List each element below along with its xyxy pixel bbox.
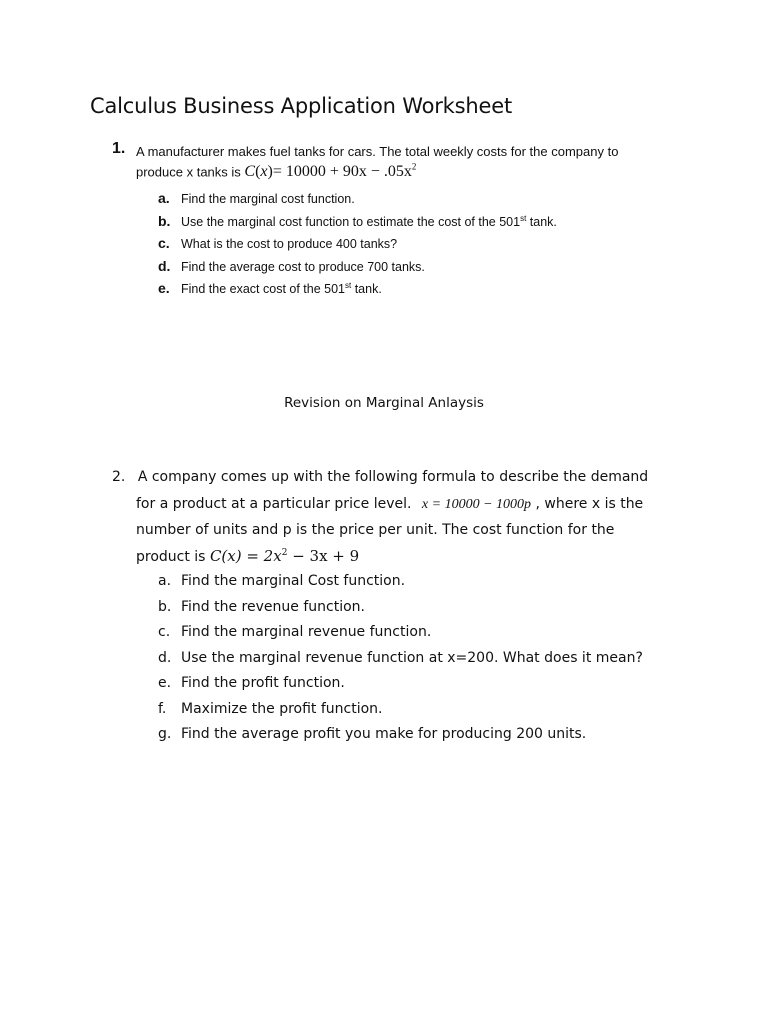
item-text-after: tank. <box>351 282 382 296</box>
item-letter: c. <box>158 235 170 251</box>
item-letter: a. <box>158 190 170 206</box>
question-2-number: 2. <box>112 469 126 485</box>
question-1-number: 1. <box>112 140 126 157</box>
item-letter: b. <box>158 598 172 615</box>
item-text: Find the exact cost of the 501 <box>181 282 345 296</box>
item-letter: f. <box>158 700 167 717</box>
item-letter: b. <box>158 212 171 229</box>
item-letter: e. <box>158 675 172 691</box>
item-letter: e. <box>158 280 170 296</box>
item-text: Find the marginal cost function. <box>181 192 355 206</box>
item-superscript: st <box>345 280 352 290</box>
question-2-line4-text: product is <box>136 549 210 565</box>
item-letter: d. <box>158 649 172 666</box>
list-item <box>158 280 557 303</box>
item-text: Find the revenue function. <box>181 598 365 615</box>
question-2-line2 <box>136 496 643 513</box>
question-1-text-prefix: produce x tanks is <box>136 164 241 180</box>
cost-function-formula-b: − 3x + 9 <box>287 547 360 565</box>
list-item <box>158 258 557 281</box>
question-2-line2-text: for a product at a particular price level. <box>136 496 412 512</box>
item-letter: a. <box>158 573 172 589</box>
cost-formula: $C(x)= 10000 + 90x - .05x^2$ <box>244 162 417 181</box>
item-text: Find the average profit you make for producing 200 units. <box>181 726 587 742</box>
item-text: Use the marginal cost function to estimate the cost of the 501 <box>181 214 521 229</box>
question-1-items <box>158 190 557 303</box>
item-letter: g. <box>158 726 172 742</box>
item-text: What is the cost to produce 400 tanks? <box>181 237 398 251</box>
list-item <box>158 675 345 691</box>
question-2-text: A company comes up with the following formula to describe the demand <box>137 469 649 485</box>
cost-function-formula-a: C(x) = 2x <box>209 547 282 565</box>
item-text: Maximize the profit function. <box>181 700 383 717</box>
item-superscript: st <box>520 213 527 223</box>
item-text: Find the average cost to produce 700 tanks. <box>181 259 425 274</box>
list-item <box>158 726 586 742</box>
list-item <box>158 650 643 666</box>
list-item <box>158 190 557 213</box>
cost-formula-arg: x <box>260 163 268 181</box>
question-2-line2-tail: , where x is the <box>531 496 644 512</box>
item-text-after: tank. <box>526 214 557 229</box>
list-item <box>158 599 365 615</box>
cost-formula-lhs: C <box>244 163 256 181</box>
section-subheading: Revision on Marginal Anlaysis <box>284 395 484 411</box>
list-item <box>158 701 383 717</box>
question-2-line3: number of units and p is the price per unit. The cost function for the <box>136 522 615 538</box>
cost-formula-rhs: = 10000 + 90x − .05x <box>272 163 412 181</box>
question-2-line4 <box>136 547 359 565</box>
question-2-line1 <box>112 469 648 485</box>
list-item <box>158 624 431 640</box>
item-letter: c. <box>158 624 171 640</box>
cost-function-formula <box>210 547 359 565</box>
list-item <box>158 235 557 258</box>
list-item <box>158 213 557 236</box>
item-text: Use the marginal revenue function at x=200. What does it mean? <box>181 649 643 666</box>
worksheet-title: Calculus Business Application Worksheet <box>90 94 512 118</box>
cost-formula-exponent: 2 <box>411 162 417 172</box>
item-letter: d. <box>158 257 171 274</box>
item-text: Find the marginal revenue function. <box>181 624 432 640</box>
item-text: Find the profit function. <box>181 675 345 691</box>
list-item <box>158 573 405 589</box>
item-text: Find the marginal Cost function. <box>181 573 406 589</box>
question-1-text-line2 <box>136 162 416 181</box>
cost-function-exponent: 2 <box>281 548 288 558</box>
demand-formula: x = 10000 − 1000p <box>421 497 532 512</box>
question-1-text-line1: A manufacturer makes fuel tanks for cars. The total weekly costs for the company to <box>136 144 619 159</box>
